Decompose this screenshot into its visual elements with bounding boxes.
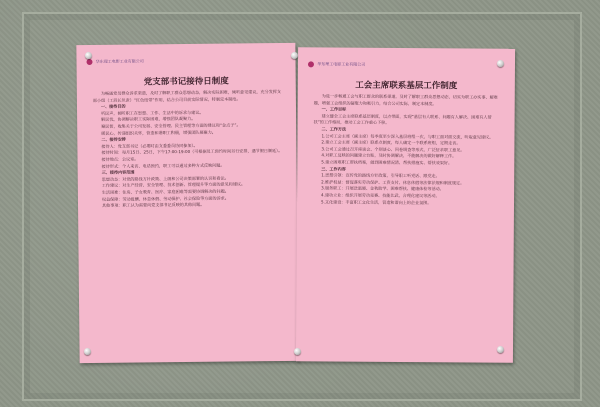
paragraph: 接待地点：会议室。 [101, 156, 139, 162]
paragraph: 为畅通党员群众诉求渠道，及时了解职工群众思想动态，解决实际困难，倾听意见建议，充分发挥支部小组（工段长负责）“红色纽带”作用，结合公司目前实际情况，特制定本制度。 [92, 89, 281, 103]
paragraph: 权益保障：劳动报酬、休息休假、劳动保护、社会保险等方面的诉求。 [101, 195, 229, 202]
paragraph: 2.维护权益：督促落实劳动保护、工资支付、休息休假等法律法规和制度规定。 [321, 179, 465, 186]
company-logo [86, 58, 143, 65]
paragraph: 2.建立工会主席（副主席）联系点制度，每人确定一个联系班组，定期走访。 [321, 139, 461, 146]
paragraph: 解民忧，协调解决职工实际困难，增强团队凝聚力。 [101, 116, 196, 123]
paragraph: 接待时间：每月15日、25日，下午17:00-19:00（可根据员工预约时间另行安排，遇节假日顺延）。 [101, 148, 283, 156]
notice-left [76, 43, 298, 363]
section-heading: 三、接待内容范围 [101, 169, 135, 176]
paragraph: 3.公司工会通过召开座谈会、个别谈心、问卷调查等形式，广泛征求职工意见。 [321, 146, 465, 153]
paragraph: 暖民心，传递组织关怀，营造和谐职工积极，增强团队凝聚力。 [101, 129, 216, 136]
logo-mark-icon [308, 61, 314, 67]
notice-body [93, 89, 285, 343]
pushpin-icon [497, 60, 504, 67]
section-heading: 三、工作内容 [321, 165, 346, 172]
paragraph: 听民声，倾听职工在思想、工作、生活中的诉求与建议。 [101, 109, 204, 116]
paragraph: 为进一步畅通工会与职工群众的联系渠道，及时了解职工群众思想动态，切实为职工办实事、解难题，增强工会组织的凝聚力和吸引力，结合公司实际，制定本制度。 [313, 93, 498, 106]
paragraph: 3.服务职工：开展送温暖、金秋助学、困难帮扶、健康体检等活动。 [321, 185, 444, 192]
section-heading: 一、工作目标 [321, 106, 347, 112]
paragraph: 1.思想引领：宣传党的路线方针政策，引导职工听党话、跟党走。 [321, 172, 440, 179]
paragraph: 生活困难：住房、子女教育、医疗、家庭困难等需要协调解决的问题。 [101, 188, 229, 195]
section-heading: 二、接待安排 [101, 136, 126, 143]
section-heading: 二、工作方法 [321, 126, 347, 132]
paragraph: 5.文化建设：丰富职工文化生活，营造和谐向上的企业氛围。 [321, 198, 432, 205]
notice-body [312, 93, 501, 342]
paragraph: 1.公司工会主席（副主席）每季度至少深入基层班组一次，与职工面对面交流，听取意见建议。 [321, 132, 494, 140]
paragraph: 5.建立困难职工帮扶档案，做到困难情况清、帮扶措施实、帮扶效果好。 [321, 159, 453, 166]
notice-title: 党支部书记接待日制度 [143, 76, 229, 88]
pushpin-icon [84, 348, 91, 355]
pushpin-icon [85, 52, 92, 59]
section-heading: 一、接待目的 [100, 103, 126, 110]
logo-text: 华东理工电影工业有限公司 [95, 58, 144, 64]
notice-title: 工会主席联系基层工作制度 [355, 80, 458, 92]
paragraph: 思想动态：对党的路线方针政策、上级和公司决策部署的认识和看法。 [101, 175, 229, 182]
paragraph: 接待形式：个人来访、电话预约，职工可以通过多种方式反映问题。 [101, 162, 225, 169]
logo-mark-icon [86, 59, 92, 65]
paragraph: 建立健全工会主席联系基层制度，以点带面，实现“基层有人联系、问题有人解决、困难有人帮扶”的工作格局，推动工会工作重心下移。 [313, 113, 492, 126]
pushpin-icon [291, 52, 298, 59]
notice-right [296, 47, 515, 363]
paragraph: 4.建功立业：组织开展劳动竞赛、技能比武、合理化建议等活动。 [321, 192, 440, 199]
paragraph: 4.对职工反映的问题建立台账，及时协调解决，不能解决的做好解释工作。 [321, 152, 457, 159]
company-logo [308, 61, 365, 67]
pushpin-icon [497, 346, 504, 353]
paragraph: 聚民智，收集关于公司发展、安全管理、民主管理等方面的建议和“金点子”。 [101, 122, 241, 129]
logo-text: 华东理工电影工业有限公司 [317, 61, 366, 67]
paragraph: 其他事项：职工认为需要向党支部书记反映的其他问题。 [101, 201, 205, 208]
pushpin-icon [294, 348, 301, 355]
paragraph: 工作建议：对生产经营、安全管理、技术创新、管理提升等方面的意见和建议。 [101, 181, 246, 189]
paragraph: 接待人：党支部书记（必要时由支委委员协同参加）。 [101, 142, 198, 149]
